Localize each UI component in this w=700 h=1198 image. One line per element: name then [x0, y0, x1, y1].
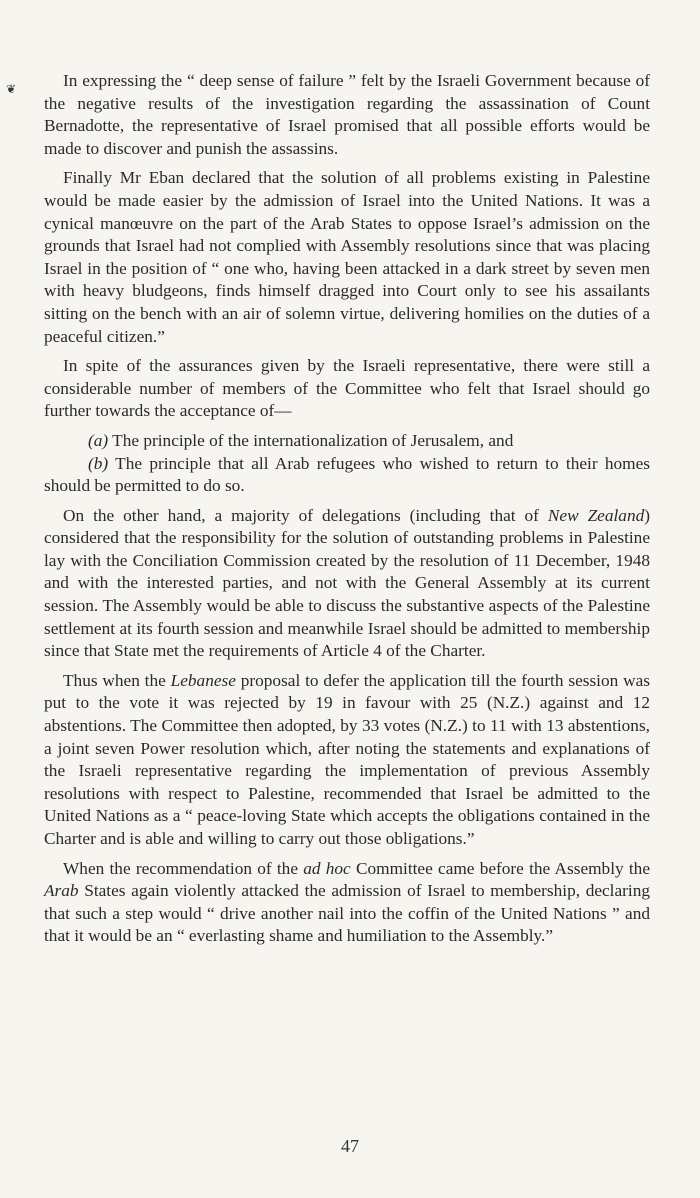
paragraph-eban-failure: In expressing the “ deep sense of failure ” felt by the Israeli Government because of the negative results of the investigation regarding the assassination of Count Bernadotte, the representative of Israel promised that all possible efforts would be made to discover and punish the assassins.	[44, 71, 650, 158]
list-item-refugees	[44, 453, 650, 498]
paragraph-assurances: In spite of the assurances given by the Israeli representative, there were still a considerable number of members of the Committee who felt that Israel should go further towards the acceptance of—	[44, 356, 650, 421]
text-run: When the recommendation of the	[63, 858, 304, 878]
paragraph-lebanese-proposal	[44, 670, 650, 851]
list-item-jerusalem	[44, 430, 650, 453]
margin-mark: ❦	[6, 82, 17, 96]
emphasis-new-zealand: New Zealand	[547, 505, 645, 525]
paragraph-ad-hoc-committee	[44, 858, 650, 948]
list-item-label: (a)	[88, 430, 109, 450]
paragraph-eban-declaration: Finally Mr Eban declared that the solution of all problems existing in Palestine would be made easier by the admission of Israel into the United Nations. It was a cynical manœuvre on the part of the Arab States to oppose Israel’s admission on the grounds that Israel had not complied with Assembly resolutions since that was placing Israel in the position of “ one who, having been attacked in a dark street by seven men with heavy bludgeons, finds himself dragged into Court only to see his assailants sitting on the bench with an air of solemn virtue, delivering homilies on the duties of a peaceful citizen.”	[44, 168, 650, 346]
text-run: proposal to defer the application till the fourth session was put to the vote it was rejected by 19 in favour with 25 (N.Z.) against and 12 abstentions. The Committee then adopted, by 33 votes (N.Z.) to 11 with 13 abstentions, a joint seven Power resolution which, after noting the statements and explanations of the Israeli representative regarding the implementation of previous Assembly resolutions with respect to Palestine, recommended that Israel be admitted to the United Nations as a “ peace-loving State which accepts the obligations contained in the Charter and is able and willing to carry out those obligations.”	[44, 670, 650, 848]
list-item-label: (b)	[88, 453, 109, 473]
emphasis-arab: Arab	[44, 881, 79, 901]
emphasis-lebanese: Lebanese	[170, 670, 236, 690]
list-item-text: The principle that all Arab refugees who wished to return to their homes should be permitted to do so.	[44, 453, 650, 496]
text-run: Thus when the	[63, 670, 171, 690]
document-page	[44, 70, 650, 955]
page-number: 47	[341, 1136, 359, 1156]
text-run: Committee came before the Assembly the	[350, 858, 650, 878]
text-run: ) considered that the responsibility for the solution of outstanding problems in Palestine lay with the Conciliation Commission created by the resolution of 11 December, 1948 and with the interested parties, and not with the General Assembly at its current session. The Assembly would be able to discuss the substantive aspects of the Palestine settlement at its fourth session and meanwhile Israel should be admitted to membership since that State met the requirements of Article 4 of the Charter.	[44, 505, 650, 661]
text-run: On the other hand, a majority of delegations (including that of	[63, 505, 548, 525]
paragraph-majority-delegations	[44, 505, 650, 663]
emphasis-ad-hoc: ad hoc	[303, 858, 351, 878]
text-run: States again violently attacked the admission of Israel to membership, declaring that such a step would “ drive another nail into the coffin of the United Nations ” and that it would be an “ everlasting shame and humiliation to the Assembly.”	[44, 881, 650, 946]
list-item-text: The principle of the internationalization of Jerusalem, and	[112, 430, 514, 450]
